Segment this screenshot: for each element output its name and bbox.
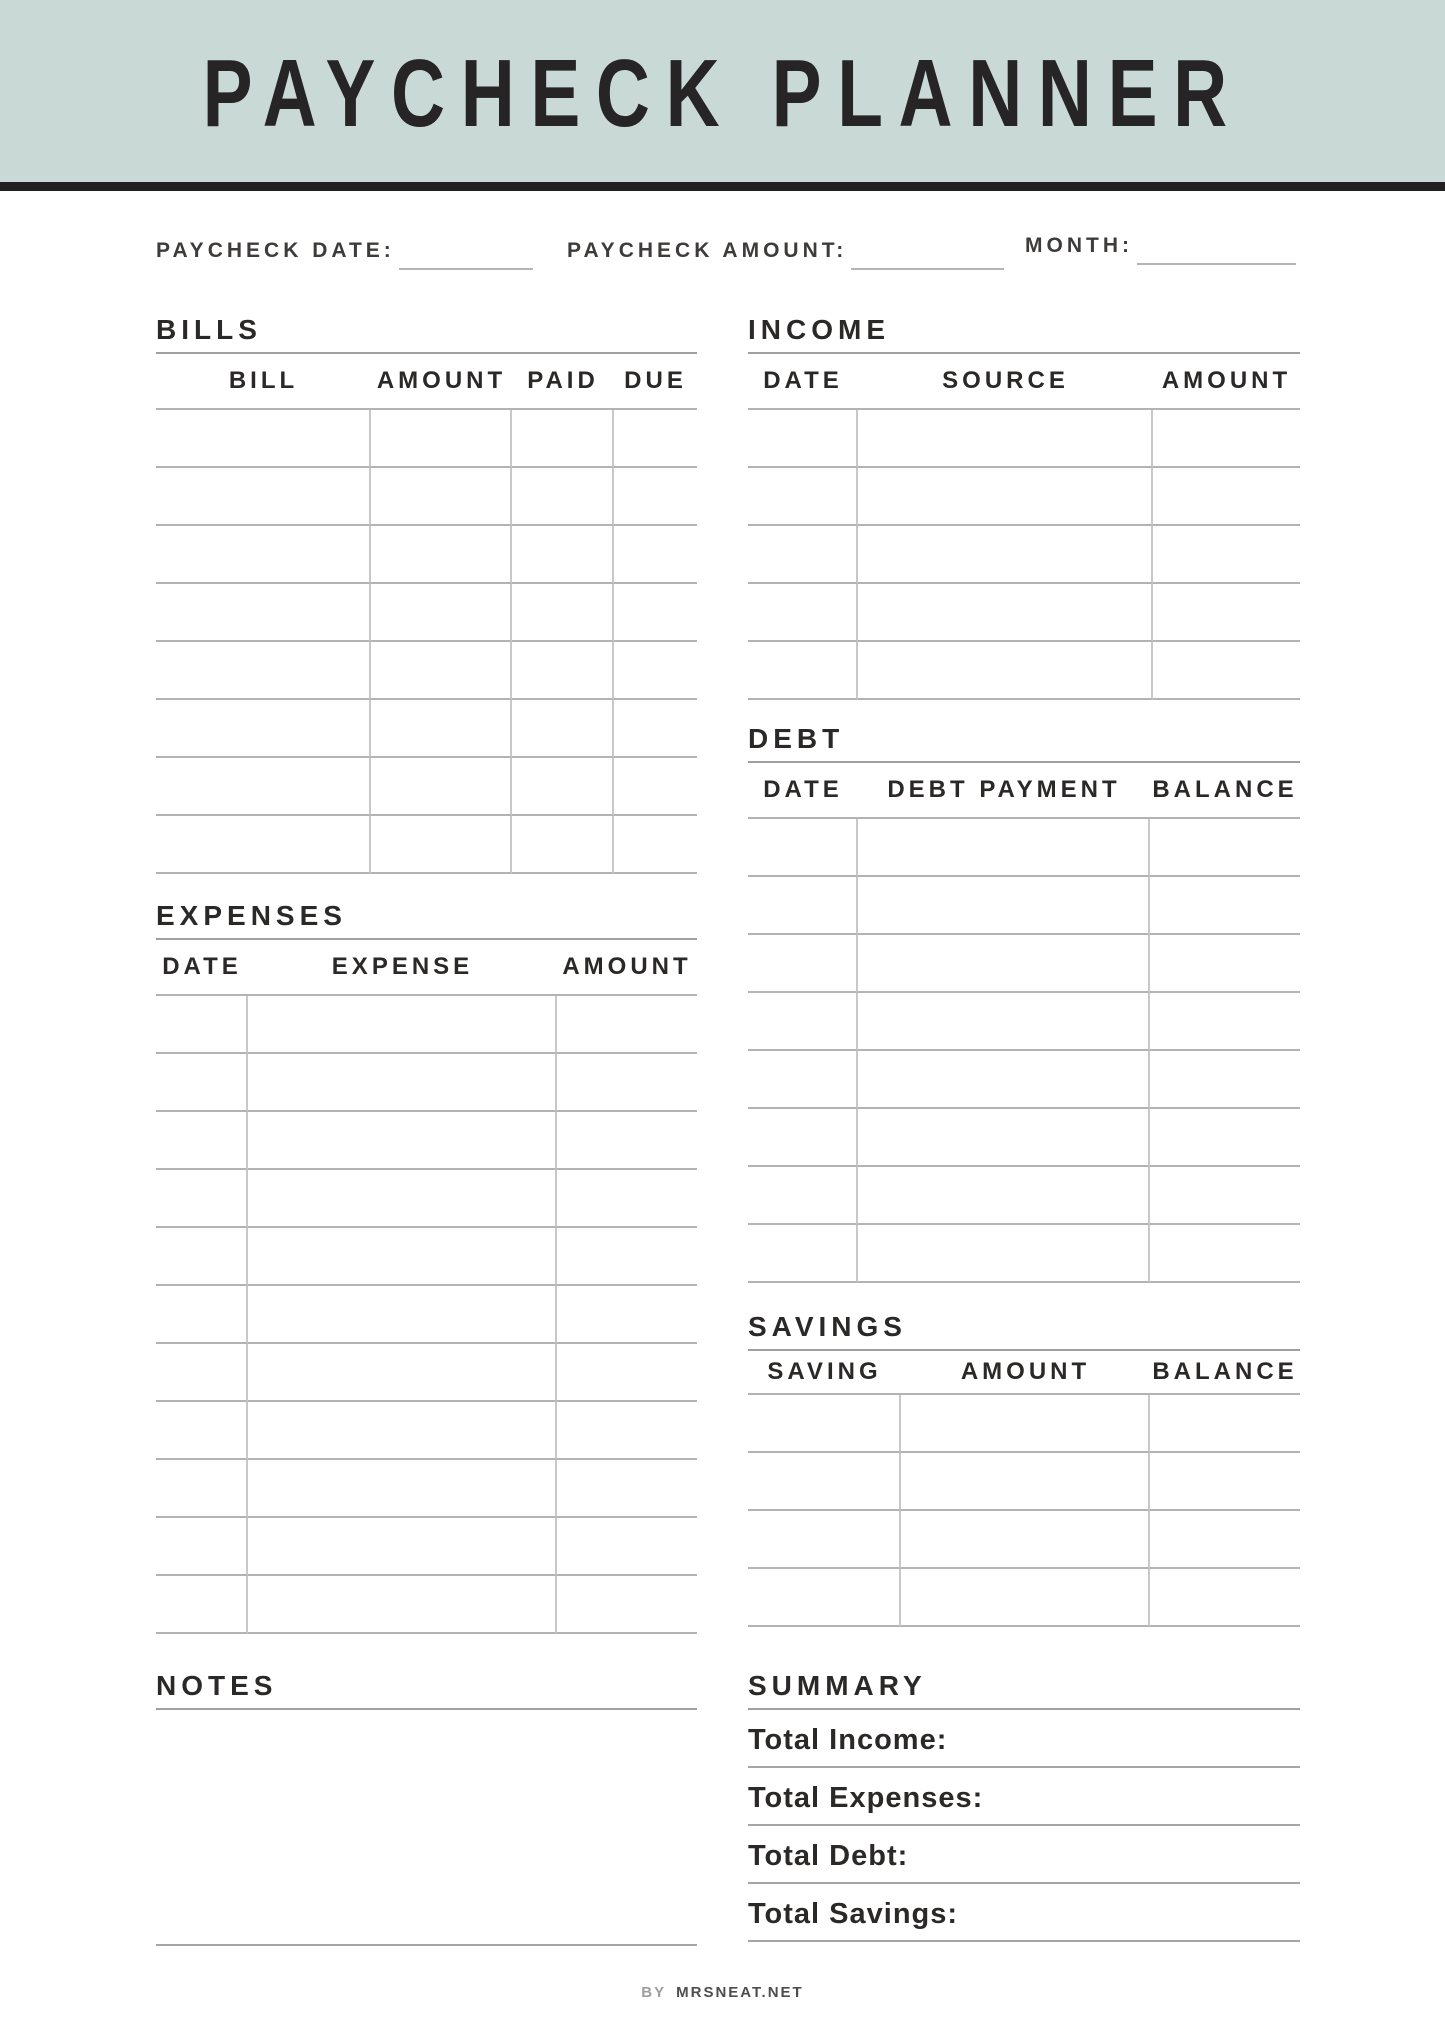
header-band: [0, 0, 1445, 182]
table-cell[interactable]: [858, 410, 1153, 468]
column-header: AMOUNT: [562, 953, 692, 980]
debt-heading: DEBT: [748, 723, 845, 754]
table-cell[interactable]: [858, 1109, 1150, 1167]
debt-table: [748, 817, 1300, 1283]
paycheck-date-label: PAYCHECK DATE:: [156, 239, 395, 262]
table-cell[interactable]: [1153, 642, 1300, 700]
table-cell[interactable]: [156, 996, 248, 1054]
table-cell[interactable]: [371, 468, 512, 526]
table-cell[interactable]: [371, 758, 512, 816]
table-cell[interactable]: [248, 1112, 557, 1170]
table-cell[interactable]: [858, 993, 1150, 1051]
table-cell[interactable]: [1150, 877, 1300, 935]
income-section: [748, 314, 1300, 700]
paycheck-date-input-line[interactable]: [399, 268, 533, 270]
table-cell[interactable]: [1150, 1453, 1300, 1511]
footer-site-label: MRSNEAT.NET: [676, 1984, 804, 2001]
summary-label: Total Expenses:: [748, 1782, 984, 1814]
column-header: BALANCE: [1152, 776, 1298, 803]
table-cell[interactable]: [557, 1112, 697, 1170]
table-cell[interactable]: [156, 1460, 248, 1518]
debt-section: [748, 723, 1300, 1283]
table-cell[interactable]: [614, 758, 697, 816]
table-cell[interactable]: [512, 468, 614, 526]
table-cell[interactable]: [156, 700, 371, 758]
header-divider-bar: [0, 182, 1445, 191]
table-cell[interactable]: [512, 526, 614, 584]
table-cell[interactable]: [748, 1395, 901, 1453]
summary-rows: [748, 1710, 1300, 1942]
table-cell[interactable]: [614, 700, 697, 758]
table-cell[interactable]: [156, 1344, 248, 1402]
table-cell[interactable]: [1150, 1511, 1300, 1569]
footer-by-label: BY: [641, 1984, 667, 2001]
table-cell[interactable]: [748, 993, 858, 1051]
table-cell[interactable]: [748, 819, 858, 877]
table-cell[interactable]: [156, 1054, 248, 1112]
table-cell[interactable]: [248, 1518, 557, 1576]
income-heading: INCOME: [748, 314, 890, 345]
table-cell[interactable]: [614, 816, 697, 874]
field-paycheck-amount: [567, 230, 1004, 262]
table-cell[interactable]: [748, 1051, 858, 1109]
table-cell[interactable]: [156, 1286, 248, 1344]
table-cell[interactable]: [557, 1576, 697, 1634]
notes-writing-area[interactable]: [156, 1710, 697, 1946]
expenses-table-header: [156, 940, 697, 994]
summary-label: Total Income:: [748, 1724, 948, 1756]
column-header: DATE: [763, 776, 843, 803]
table-cell[interactable]: [156, 1576, 248, 1634]
month-label: MONTH:: [1025, 234, 1133, 257]
table-cell[interactable]: [614, 410, 697, 468]
table-cell[interactable]: [748, 1225, 858, 1283]
table-cell[interactable]: [156, 1402, 248, 1460]
table-cell[interactable]: [512, 700, 614, 758]
table-cell[interactable]: [1150, 819, 1300, 877]
table-cell[interactable]: [614, 468, 697, 526]
table-cell[interactable]: [1153, 584, 1300, 642]
table-cell[interactable]: [748, 468, 858, 526]
table-cell[interactable]: [748, 935, 858, 993]
table-cell[interactable]: [858, 642, 1153, 700]
month-input-line[interactable]: [1137, 263, 1296, 265]
table-cell[interactable]: [858, 1225, 1150, 1283]
table-cell[interactable]: [248, 1576, 557, 1634]
table-cell[interactable]: [1150, 993, 1300, 1051]
income-table: [748, 408, 1300, 700]
table-cell[interactable]: [748, 526, 858, 584]
table-cell[interactable]: [512, 642, 614, 700]
table-cell[interactable]: [371, 584, 512, 642]
table-cell[interactable]: [557, 1286, 697, 1344]
column-header: DATE: [162, 953, 242, 980]
table-cell[interactable]: [614, 526, 697, 584]
expenses-section: [156, 900, 697, 1634]
table-cell[interactable]: [156, 1112, 248, 1170]
table-cell[interactable]: [1153, 410, 1300, 468]
table-cell[interactable]: [858, 526, 1153, 584]
savings-table-header: [748, 1351, 1300, 1393]
expenses-table: [156, 994, 697, 1634]
table-cell[interactable]: [1153, 468, 1300, 526]
table-cell[interactable]: [557, 996, 697, 1054]
paycheck-amount-input-line[interactable]: [851, 268, 1004, 270]
notes-heading: NOTES: [156, 1670, 278, 1701]
savings-section: [748, 1311, 1300, 1627]
paycheck-amount-label: PAYCHECK AMOUNT:: [567, 239, 848, 262]
column-header: AMOUNT: [960, 1358, 1091, 1385]
table-cell[interactable]: [156, 410, 371, 468]
table-cell[interactable]: [748, 1109, 858, 1167]
table-cell[interactable]: [557, 1460, 697, 1518]
table-cell[interactable]: [614, 642, 697, 700]
table-cell[interactable]: [1150, 1109, 1300, 1167]
table-cell[interactable]: [748, 877, 858, 935]
table-cell[interactable]: [748, 642, 858, 700]
column-header: PAID: [527, 367, 599, 394]
field-month: [1025, 225, 1296, 257]
table-cell[interactable]: [156, 584, 371, 642]
table-cell[interactable]: [858, 1167, 1150, 1225]
table-cell[interactable]: [901, 1511, 1150, 1569]
summary-row[interactable]: [748, 1884, 1300, 1942]
table-cell[interactable]: [156, 526, 371, 584]
page-title: PAYCHECK PLANNER: [202, 40, 1243, 147]
table-cell[interactable]: [156, 1518, 248, 1576]
column-header: SOURCE: [942, 367, 1069, 394]
table-cell[interactable]: [858, 819, 1150, 877]
table-cell[interactable]: [858, 1051, 1150, 1109]
table-cell[interactable]: [1150, 935, 1300, 993]
summary-row[interactable]: [748, 1768, 1300, 1826]
table-cell[interactable]: [557, 1228, 697, 1286]
bills-section: [156, 314, 697, 874]
notes-section: [156, 1670, 697, 1946]
summary-heading: SUMMARY: [748, 1670, 927, 1701]
table-cell[interactable]: [248, 1228, 557, 1286]
table-cell[interactable]: [557, 1518, 697, 1576]
column-header: SAVING: [767, 1358, 882, 1385]
table-cell[interactable]: [156, 1170, 248, 1228]
table-cell[interactable]: [512, 410, 614, 468]
table-cell[interactable]: [858, 584, 1153, 642]
table-cell[interactable]: [371, 700, 512, 758]
table-cell[interactable]: [248, 1170, 557, 1228]
table-cell[interactable]: [858, 935, 1150, 993]
table-cell[interactable]: [748, 584, 858, 642]
summary-label: Total Debt:: [748, 1840, 909, 1872]
table-cell[interactable]: [248, 996, 557, 1054]
table-cell[interactable]: [858, 468, 1153, 526]
bills-heading: BILLS: [156, 314, 262, 345]
table-cell[interactable]: [748, 1511, 901, 1569]
footer-credit: [0, 1984, 1445, 2001]
bills-table-header: [156, 354, 697, 408]
table-cell[interactable]: [156, 642, 371, 700]
column-header: BALANCE: [1152, 1358, 1298, 1385]
table-cell[interactable]: [512, 758, 614, 816]
table-cell[interactable]: [371, 816, 512, 874]
table-cell[interactable]: [748, 1167, 858, 1225]
table-cell[interactable]: [156, 758, 371, 816]
table-cell[interactable]: [557, 1402, 697, 1460]
table-cell[interactable]: [1153, 526, 1300, 584]
table-cell[interactable]: [512, 584, 614, 642]
table-cell[interactable]: [371, 526, 512, 584]
table-cell[interactable]: [371, 410, 512, 468]
table-cell[interactable]: [1150, 1051, 1300, 1109]
income-table-header: [748, 354, 1300, 408]
table-cell[interactable]: [1150, 1395, 1300, 1453]
table-cell[interactable]: [248, 1286, 557, 1344]
table-cell[interactable]: [512, 816, 614, 874]
table-cell[interactable]: [248, 1402, 557, 1460]
table-cell[interactable]: [901, 1569, 1150, 1627]
column-header: AMOUNT: [376, 367, 507, 394]
column-header: EXPENSE: [331, 953, 474, 980]
table-cell[interactable]: [557, 1054, 697, 1112]
table-cell[interactable]: [748, 1569, 901, 1627]
savings-table: [748, 1393, 1300, 1627]
table-cell[interactable]: [748, 1453, 901, 1511]
debt-table-header: [748, 763, 1300, 817]
summary-row[interactable]: [748, 1710, 1300, 1768]
table-cell[interactable]: [1150, 1167, 1300, 1225]
expenses-heading: EXPENSES: [156, 900, 347, 931]
bills-table: [156, 408, 697, 874]
table-cell[interactable]: [156, 468, 371, 526]
column-header: DUE: [624, 367, 687, 394]
table-cell[interactable]: [371, 642, 512, 700]
summary-label: Total Savings:: [748, 1898, 959, 1930]
table-cell[interactable]: [614, 584, 697, 642]
table-cell[interactable]: [1150, 1225, 1300, 1283]
table-cell[interactable]: [156, 1228, 248, 1286]
summary-row[interactable]: [748, 1826, 1300, 1884]
field-paycheck-date: [156, 230, 533, 262]
column-header: DEBT PAYMENT: [887, 776, 1121, 803]
savings-heading: SAVINGS: [748, 1311, 907, 1342]
table-cell[interactable]: [248, 1054, 557, 1112]
table-cell[interactable]: [901, 1395, 1150, 1453]
column-header: DATE: [763, 367, 843, 394]
table-cell[interactable]: [748, 410, 858, 468]
table-cell[interactable]: [248, 1344, 557, 1402]
summary-section: [748, 1670, 1300, 1942]
table-cell[interactable]: [248, 1460, 557, 1518]
table-cell[interactable]: [557, 1170, 697, 1228]
table-cell[interactable]: [557, 1344, 697, 1402]
table-cell[interactable]: [156, 816, 371, 874]
table-cell[interactable]: [901, 1453, 1150, 1511]
column-header: AMOUNT: [1161, 367, 1292, 394]
table-cell[interactable]: [858, 877, 1150, 935]
column-header: BILL: [228, 367, 299, 394]
table-cell[interactable]: [1150, 1569, 1300, 1627]
